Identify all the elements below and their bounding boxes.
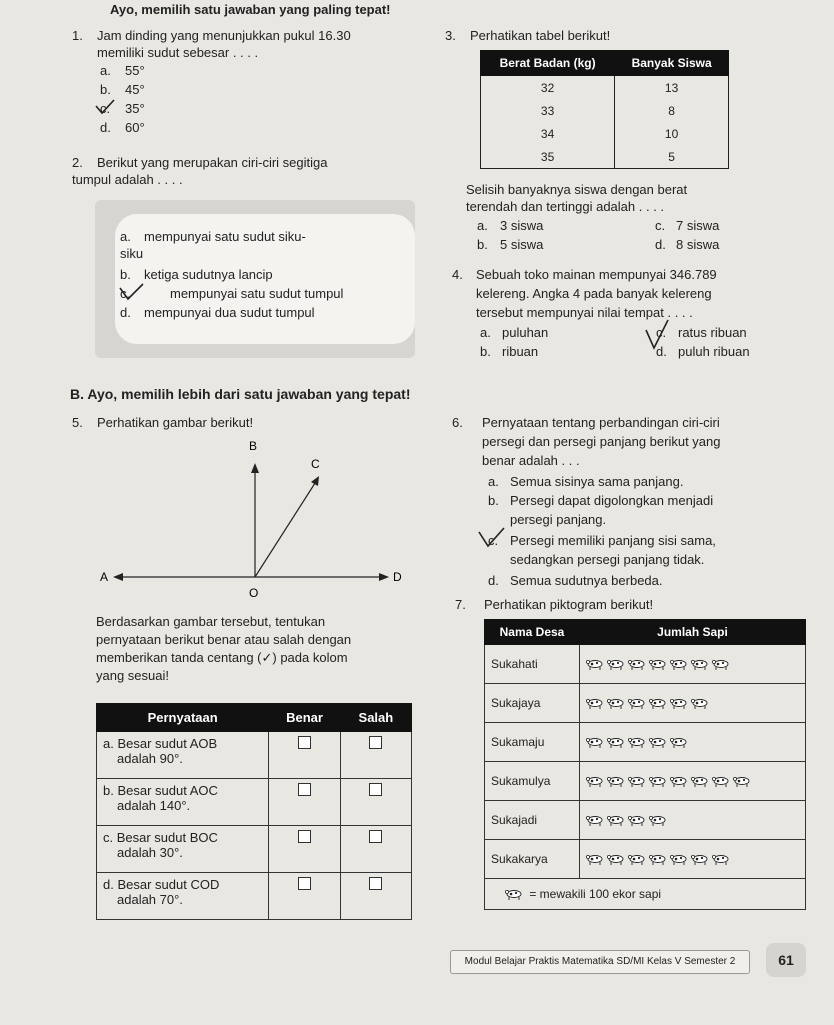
- checkbox-false[interactable]: [369, 783, 382, 796]
- q4-opt-a-letter: a.: [480, 325, 491, 340]
- q4-opt-c: ratus ribuan: [678, 325, 747, 340]
- village-name: Sukajaya: [485, 684, 580, 723]
- q6-opt-c: Persegi memiliki panjang sisi sama,: [510, 533, 716, 548]
- table-cell: 5: [615, 145, 729, 169]
- point-b-label: B: [249, 439, 258, 453]
- cow-icons-cell: [580, 762, 806, 801]
- cow-icon: [691, 698, 709, 709]
- cow-icon: [628, 659, 646, 670]
- false-cell: [340, 732, 411, 779]
- q1-opt-b-letter: b.: [100, 82, 111, 97]
- true-cell: [269, 732, 340, 779]
- q2-opt-b: ketiga sudutnya lancip: [144, 267, 273, 282]
- cow-icon: [586, 659, 604, 670]
- q1-line1: Jam dinding yang menunjukkan pukul 16.30: [97, 28, 351, 43]
- cow-icon: [628, 776, 646, 787]
- section-b-title: B. Ayo, memilih lebih dari satu jawaban yang tepat!: [70, 386, 411, 402]
- q2-opt-d-letter: d.: [120, 305, 131, 320]
- true-cell: [269, 779, 340, 826]
- q1-opt-a: 55°: [125, 63, 145, 78]
- cow-icon: [670, 659, 688, 670]
- checkbox-false[interactable]: [369, 877, 382, 890]
- q4-line1: Sebuah toko mainan mempunyai 346.789: [476, 267, 717, 282]
- cow-icon: [586, 737, 604, 748]
- q6-number: 6.: [452, 415, 463, 430]
- village-name: Sukajadi: [485, 801, 580, 840]
- q6-check-mark: [476, 526, 506, 550]
- cow-icons-cell: [580, 645, 806, 684]
- table-header-row: [485, 620, 806, 645]
- cow-icon: [691, 659, 709, 670]
- q4-opt-d-letter: d.: [656, 344, 667, 359]
- table-row: [481, 145, 729, 169]
- table-row: [485, 645, 806, 684]
- q4-opt-d: puluh ribuan: [678, 344, 750, 359]
- cow-icon: [670, 776, 688, 787]
- line-oc: [255, 480, 317, 577]
- table-row: [485, 801, 806, 840]
- q6-line2: persegi dan persegi panjang berikut yang: [482, 434, 721, 449]
- statement-line: adalah 90°.: [117, 751, 183, 766]
- cow-icon: [607, 698, 625, 709]
- q1-opt-d: 60°: [125, 120, 145, 135]
- q3-line2: terendah dan tertinggi adalah . . . .: [466, 199, 665, 214]
- cow-icon: [649, 815, 667, 826]
- q5-instr4: yang sesuai!: [96, 668, 169, 683]
- table-row: [485, 879, 806, 910]
- cow-icon: [628, 854, 646, 865]
- cow-icon: [670, 854, 688, 865]
- village-name: Sukahati: [485, 645, 580, 684]
- q7-header-cows: Jumlah Sapi: [580, 620, 806, 645]
- cow-icon: [649, 776, 667, 787]
- cow-icon: [733, 776, 751, 787]
- q1-line2: memiliki sudut sebesar . . . .: [97, 45, 259, 60]
- table-row: [97, 873, 412, 920]
- false-cell: [340, 826, 411, 873]
- checkbox-true[interactable]: [298, 736, 311, 749]
- q3-number: 3.: [445, 28, 456, 43]
- q3-opt-c: 7 siswa: [676, 218, 720, 233]
- q4-line3: tersebut mempunyai nilai tempat . . . .: [476, 305, 693, 320]
- q5-number: 5.: [72, 415, 83, 430]
- arrow-c-icon: [311, 476, 319, 486]
- statement-cell: [97, 732, 269, 779]
- table-row: [485, 723, 806, 762]
- cow-icon: [586, 698, 604, 709]
- statement-line: adalah 70°.: [117, 892, 183, 907]
- checkbox-true[interactable]: [298, 783, 311, 796]
- q3-intro: Perhatikan tabel berikut!: [470, 28, 611, 43]
- table-row: [485, 762, 806, 801]
- q4-number: 4.: [452, 267, 463, 282]
- table-cell: 33: [481, 99, 615, 122]
- table-row: [481, 122, 729, 145]
- checkbox-false[interactable]: [369, 736, 382, 749]
- q4-opt-b: ribuan: [502, 344, 539, 359]
- statement-line: adalah 140°.: [117, 798, 191, 813]
- q6-opt-a: Semua sisinya sama panjang.: [510, 474, 684, 489]
- statement-line: adalah 30°.: [117, 845, 183, 860]
- cow-icon: [586, 815, 604, 826]
- table-row: [481, 99, 729, 122]
- q1-opt-c-letter: c.: [100, 101, 111, 116]
- point-o-label: O: [249, 586, 259, 600]
- statement-cell: [97, 873, 269, 920]
- q3-header-weight: Berat Badan (kg): [481, 51, 615, 76]
- arrow-d-icon: [379, 573, 389, 581]
- table-header-row: [481, 51, 729, 76]
- q1-opt-b: 45°: [125, 82, 145, 97]
- cow-icon: [628, 737, 646, 748]
- cow-icon: [712, 659, 730, 670]
- table-row: [97, 826, 412, 873]
- q3-header-students: Banyak Siswa: [615, 51, 729, 76]
- q2-check-mark: [118, 282, 146, 302]
- legend-text: = mewakili 100 ekor sapi: [529, 887, 662, 901]
- q3-opt-d-letter: d.: [655, 237, 666, 252]
- q1-opt-c: 35°: [125, 101, 145, 116]
- cow-icon: [607, 776, 625, 787]
- q3-opt-a-letter: a.: [477, 218, 488, 233]
- table-row: [485, 684, 806, 723]
- q1-check-mark: [94, 98, 116, 116]
- false-cell: [340, 873, 411, 920]
- statement-line: d. Besar sudut COD: [103, 877, 220, 892]
- table-cell: 8: [615, 99, 729, 122]
- q6-opt-d: Semua sudutnya berbeda.: [510, 573, 663, 588]
- statement-cell: [97, 826, 269, 873]
- q5-instr1: Berdasarkan gambar tersebut, tentukan: [96, 614, 326, 629]
- q6-opt-b-cont: persegi panjang.: [510, 512, 607, 527]
- table-row: [481, 76, 729, 100]
- cow-icon: [628, 698, 646, 709]
- legend-cell: [485, 879, 806, 910]
- table-row: [97, 732, 412, 779]
- cow-icon: [649, 698, 667, 709]
- cow-icon: [712, 854, 730, 865]
- q3-opt-b-letter: b.: [477, 237, 488, 252]
- cow-icon: [691, 776, 709, 787]
- cow-icons-cell: [580, 723, 806, 762]
- true-cell: [269, 873, 340, 920]
- q6-line1: Pernyataan tentang perbandingan ciri-ciri: [482, 415, 720, 430]
- table-cell: 32: [481, 76, 615, 100]
- header-instruction: Ayo, memilih satu jawaban yang paling tepat!: [110, 2, 391, 17]
- statement-line: c. Besar sudut BOC: [103, 830, 218, 845]
- cow-icon: [607, 815, 625, 826]
- q3-table: [480, 50, 729, 169]
- q1-opt-a-letter: a.: [100, 63, 111, 78]
- q2-opt-d: mempunyai dua sudut tumpul: [144, 305, 315, 320]
- q3-opt-d: 8 siswa: [676, 237, 720, 252]
- table-row: [485, 840, 806, 879]
- cow-icon: [670, 698, 688, 709]
- cow-icon: [628, 815, 646, 826]
- point-d-label: D: [393, 570, 402, 584]
- q6-opt-c-letter: c.: [488, 533, 499, 548]
- cow-icon: [712, 776, 730, 787]
- village-name: Sukakarya: [485, 840, 580, 879]
- q6-opt-d-letter: d.: [488, 573, 499, 588]
- q2-opt-c: mempunyai satu sudut tumpul: [170, 286, 344, 301]
- q2-line2: tumpul adalah . . . .: [72, 172, 183, 187]
- table-cell: 13: [615, 76, 729, 100]
- statement-line: b. Besar sudut AOC: [103, 783, 218, 798]
- q6-opt-a-letter: a.: [488, 474, 499, 489]
- q3-opt-c-letter: c.: [655, 218, 666, 233]
- arrow-a-icon: [113, 573, 123, 581]
- arrow-b-icon: [251, 463, 259, 473]
- checkbox-true[interactable]: [298, 830, 311, 843]
- cow-icon: [607, 659, 625, 670]
- table-cell: 34: [481, 122, 615, 145]
- q4-opt-b-letter: b.: [480, 344, 491, 359]
- q3-opt-b: 5 siswa: [500, 237, 544, 252]
- q2-opt-a-letter: a.: [120, 229, 131, 244]
- cow-icons-cell: [580, 840, 806, 879]
- q5-header-statement: Pernyataan: [97, 704, 269, 732]
- q5-instr2: pernyataan berikut benar atau salah dengan: [96, 632, 352, 647]
- q7-pictogram-table: [484, 619, 806, 910]
- q5-statement-table: [96, 703, 412, 920]
- statement-line: a. Besar sudut AOB: [103, 736, 218, 751]
- village-name: Sukamulya: [485, 762, 580, 801]
- cow-icon: [607, 737, 625, 748]
- q7-intro: Perhatikan piktogram berikut!: [484, 597, 654, 612]
- cow-icons-cell: [580, 684, 806, 723]
- cow-icon: [691, 854, 709, 865]
- point-c-label: C: [311, 457, 320, 471]
- cow-icon: [505, 889, 523, 900]
- point-a-label: A: [100, 570, 109, 584]
- table-cell: 10: [615, 122, 729, 145]
- page-number: 61: [766, 943, 806, 977]
- footer-book-title: Modul Belajar Praktis Matematika SD/MI Kelas V Semester 2: [450, 950, 750, 974]
- q4-line2: kelereng. Angka 4 pada banyak kelereng: [476, 286, 712, 301]
- q1-number: 1.: [72, 28, 83, 43]
- checkbox-false[interactable]: [369, 830, 382, 843]
- q5-intro: Perhatikan gambar berikut!: [97, 415, 254, 430]
- q4-opt-a: puluhan: [502, 325, 549, 340]
- q6-opt-b-letter: b.: [488, 493, 499, 508]
- q6-line3: benar adalah . . .: [482, 453, 580, 468]
- cow-icon: [607, 854, 625, 865]
- false-cell: [340, 779, 411, 826]
- q7-header-village: Nama Desa: [485, 620, 580, 645]
- q6-opt-c-cont: sedangkan persegi panjang tidak.: [510, 552, 705, 567]
- checkbox-true[interactable]: [298, 877, 311, 890]
- q2-opt-c-letter: c.: [120, 286, 131, 301]
- q2-opt-a: mempunyai satu sudut siku-: [144, 229, 306, 244]
- q5-instr3: memberikan tanda centang (✓) pada kolom: [96, 650, 348, 665]
- q5-angle-diagram: [95, 435, 415, 605]
- cow-icons-cell: [580, 801, 806, 840]
- table-cell: 35: [481, 145, 615, 169]
- q5-header-false: Salah: [340, 704, 411, 732]
- cow-icon: [586, 854, 604, 865]
- table-row: [97, 779, 412, 826]
- q7-number: 7.: [455, 597, 466, 612]
- q2-opt-b-letter: b.: [120, 267, 131, 282]
- q2-opt-a-cont: siku: [120, 246, 144, 261]
- q2-number: 2.: [72, 155, 83, 170]
- q3-opt-a: 3 siswa: [500, 218, 544, 233]
- cow-icon: [649, 737, 667, 748]
- true-cell: [269, 826, 340, 873]
- q3-line1: Selisih banyaknya siswa dengan berat: [466, 182, 688, 197]
- q2-line1: Berikut yang merupakan ciri-ciri segitiga: [97, 155, 328, 170]
- table-header-row: [97, 704, 412, 732]
- q6-opt-b: Persegi dapat digolongkan menjadi: [510, 493, 714, 508]
- q1-opt-d-letter: d.: [100, 120, 111, 135]
- village-name: Sukamaju: [485, 723, 580, 762]
- q4-opt-c-letter: c.: [656, 325, 667, 340]
- cow-icon: [670, 737, 688, 748]
- cow-icon: [649, 659, 667, 670]
- statement-cell: [97, 779, 269, 826]
- cow-icon: [649, 854, 667, 865]
- cow-icon: [586, 776, 604, 787]
- q5-header-true: Benar: [269, 704, 340, 732]
